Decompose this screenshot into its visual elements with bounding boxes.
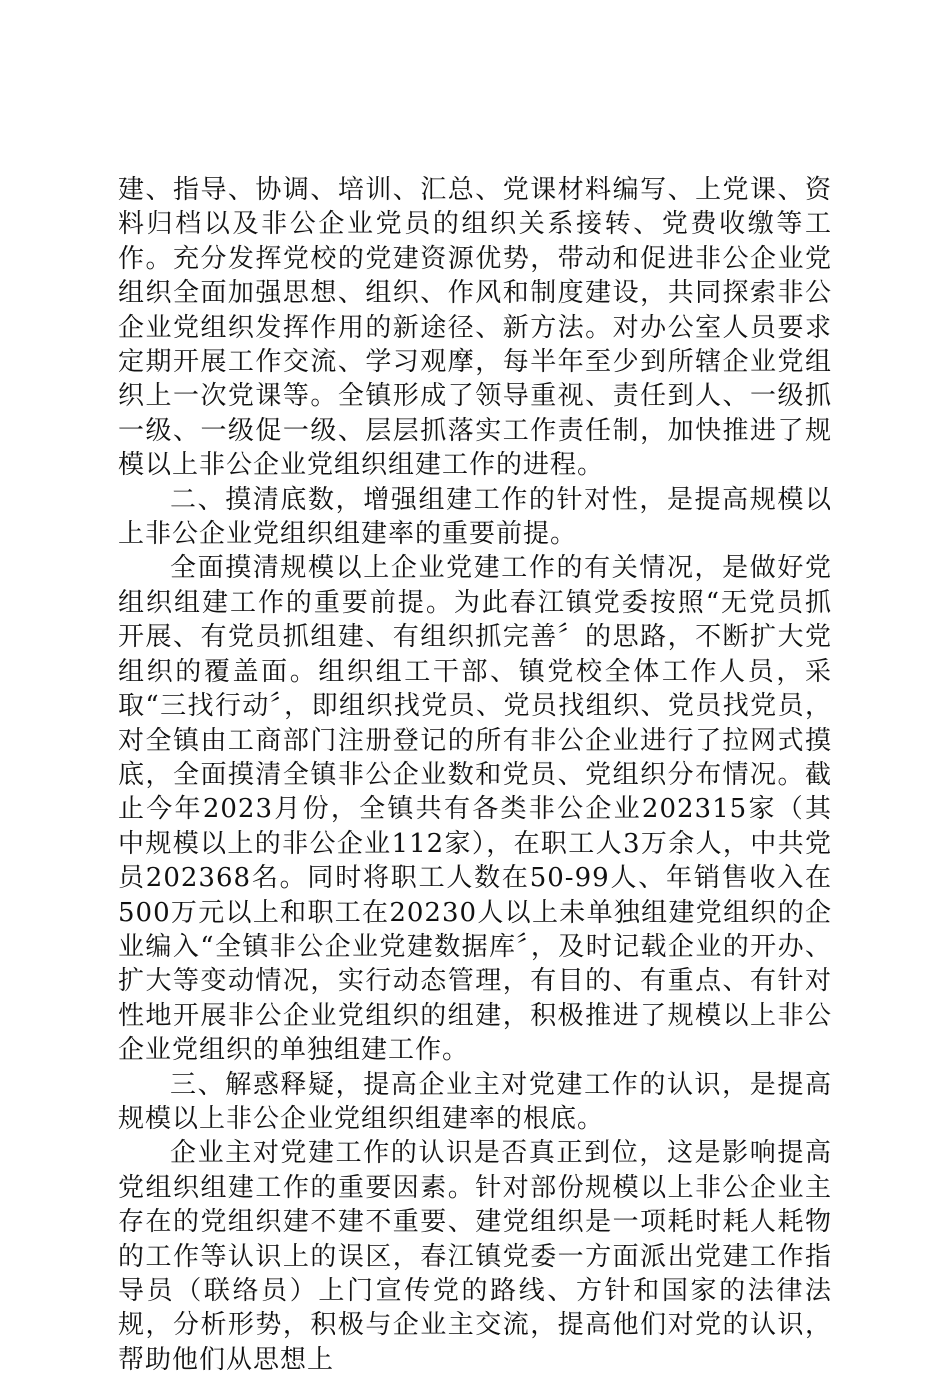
document-body	[118, 173, 832, 1377]
paragraph-continued: 建、指导、协调、培训、汇总、党课材料编写、上党课、资料归档以及非公企业党员的组织关系接转、党费收缴等工作。充分发挥党校的党建资源优势，带动和促进非公企业党组织全面加强思想、组织、作风和制度建设，共同探索非公企业党组织发挥作用的新途径、新方法。对办公室人员要求定期开展工作交流、学习观摩，每半年至少到所辖企业党组织上一次党课等。全镇形成了领导重视、责任到人、一级抓一级、一级促一级、层层抓落实工作责任制，加快推进了规模以上非公企业党组织组建工作的进程。	[118, 175, 832, 481]
section-heading-two: 二、摸清底数，增强组建工作的针对性，是提高规模以上非公企业党组织组建率的重要前提。	[118, 484, 832, 550]
section-heading-three: 三、解惑释疑，提高企业主对党建工作的认识，是提高规模以上非公企业党组织组建率的根底。	[118, 1069, 832, 1134]
paragraph-owners: 企业主对党建工作的认识是否真正到位，这是影响提高党组织组建工作的重要因素。针对部份规模以上非公企业主存在的党组织建不建不重要、建党组织是一项耗时耗人耗物的工作等认识上的误区，春江镇党委一方面派出党建工作指导员（联络员）上门宣传党的路线、方针和国家的法律法规，分析形势，积极与企业主交流，提高他们对党的认识，帮助他们从思想上	[118, 1138, 832, 1375]
paragraph-survey: 全面摸清规模以上企业党建工作的有关情况，是做好党组织组建工作的重要前提。为此春江镇党委按照“无党员抓开展、有党员抓组建、有组织抓完善〞的思路，不断扩大党组织的覆盖面。组织组工干部、镇党校全体工作人员，采取“三找行动〞，即组织找党员、党员找组织、党员找党员，对全镇由工商部门注册登记的所有非公企业进行了拉网式摸底，全面摸清全镇非公企业数和党员、党组织分布情况。截止今年2023月份，全镇共有各类非公企业202315家（其中规模以上的非公企业112家），在职工人3万余人，中共党员202368名。同时将职工人数在50-99人、年销售收入在500万元以上和职工在20230人以上未单独组建党组织的企业编入“全镇非公企业党建数据库〞，及时记载企业的开办、扩大等变动情况，实行动态管理，有目的、有重点、有针对性地开展非公企业党组织的组建，积极推进了规模以上非公企业党组织的单独组建工作。	[118, 553, 832, 1066]
